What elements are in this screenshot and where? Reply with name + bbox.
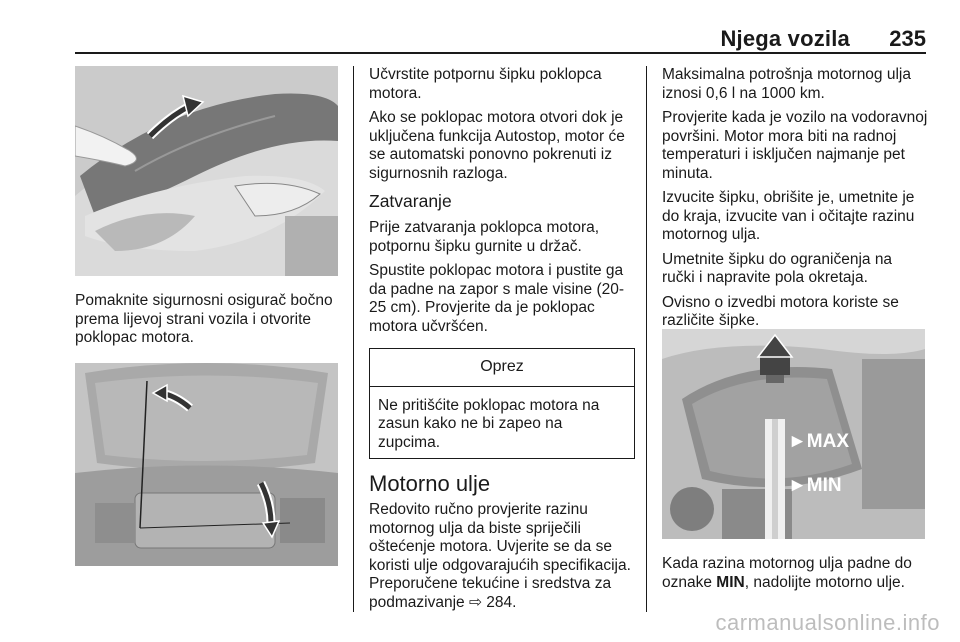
- para-read-level: Izvucite šipku, obrišite je, umetnite je do kraja, izvucite van i očitajte razinu motornog ulja.: [662, 189, 915, 243]
- para-before-closing: Prije zatvaranja poklopca motora, potpornu šipku gurnite u držač.: [369, 219, 600, 255]
- figure-open-engine-bay: [75, 363, 338, 566]
- para-oil-consumption: Maksimalna potrošnja motornog ulja iznosi 0,6 l na 1000 km.: [662, 66, 911, 102]
- page-ref-arrow-icon: ⇨: [468, 593, 482, 611]
- column-divider-2: [646, 66, 647, 612]
- para-dipstick-variants: Ovisno o izvedbi motora koriste se različite šipke.: [662, 293, 899, 329]
- para-check-conditions: Provjerite kada je vozilo na vodoravnoj površini. Motor mora biti na radnoj temperaturi i isključen najmanje pet minuta.: [662, 109, 928, 182]
- dipstick-max-label: ►MAX: [788, 431, 850, 452]
- watermark: carmanualsonline.info: [715, 610, 940, 635]
- para-fix-prop: Učvrstite potpornu šipku poklopca motora.: [369, 66, 602, 102]
- caption-min-bold: MIN: [716, 573, 745, 591]
- figure-caption-min: [662, 555, 928, 592]
- caution-box: [369, 348, 635, 459]
- column-divider-1: [353, 66, 354, 612]
- heading-engine-oil: Motorno ulje: [369, 471, 491, 496]
- figure-hood-release: [75, 66, 338, 276]
- caution-text: Ne pritišćite poklopac motora na zasun kako ne bi zapeo na zupcima.: [378, 396, 600, 451]
- page-header-title: Njega vozila: [720, 26, 850, 51]
- dipstick-min-label: ►MIN: [788, 475, 842, 496]
- heading-closing: Zatvaranje: [369, 191, 452, 211]
- header-rule: [75, 52, 926, 54]
- figure-dipstick: [662, 329, 925, 539]
- para-oil-check-text: Redovito ručno provjerite razinu motornog ulja da biste spriječili oštećenje motora. Uvjerite se da se koristi ulje odgovarajućih specifikacija. Preporučene tekućine i sredstva za podmazivanje: [369, 501, 631, 611]
- para-lower-hood: Spustite poklopac motora i pustite ga da padne na zapor s male visine (20-25 cm). Provjerite da je poklopac motora učvršćen.: [369, 262, 625, 335]
- para-insert-dipstick: Umetnite šipku do ograničenja na ručki i napravite pola okretaja.: [662, 250, 893, 286]
- page-ref-link[interactable]: 284.: [486, 593, 517, 611]
- page-number: 235: [889, 26, 926, 51]
- para-autostop: Ako se poklopac motora otvori dok je uključena funkcija Autostop, motor će se automatski ponovno pokrenuti iz sigurnosnih razloga.: [369, 109, 625, 182]
- caption-min-text-1: Kada razina motornog ulja padne do oznake: [662, 555, 912, 591]
- caption-min-text-2: , nadolijte motorno ulje.: [744, 573, 905, 591]
- para-oil-check: [369, 501, 635, 612]
- figure-caption-hood: Pomaknite sigurnosni osigurač bočno prema lijevoj strani vozila i otvorite poklopac motora.: [75, 292, 333, 346]
- caution-title: Oprez: [370, 349, 634, 387]
